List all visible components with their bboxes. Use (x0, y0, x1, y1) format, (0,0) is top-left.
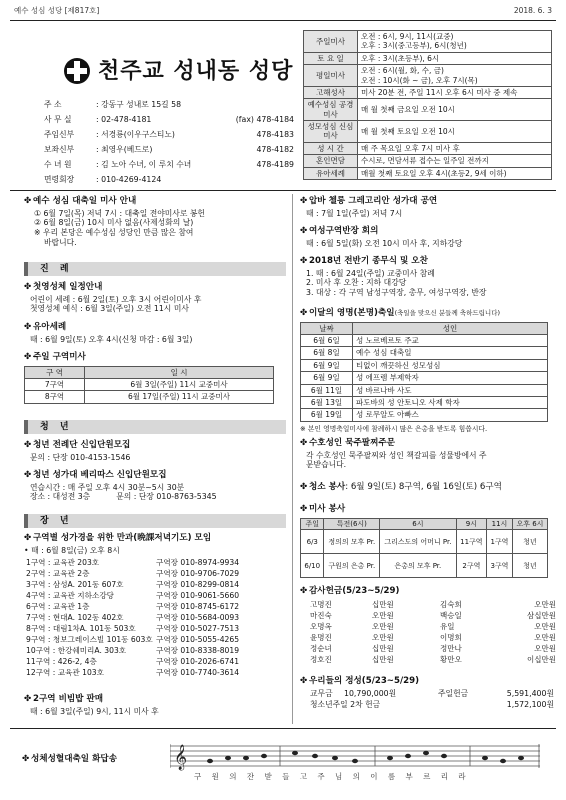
cross-logo-icon (64, 58, 90, 84)
table-row: 8구역 6월 17일(주일) 11시 교중미사 (25, 391, 274, 403)
list-item: 정호진 십만원 황만오 이십만원 (310, 655, 556, 664)
list-item: 11구역 : 426-2, 4층 구역장 010-2026-6741 (26, 657, 240, 666)
parish-title: 천주교 성내동 성당 (98, 58, 294, 84)
flower-bullet-icon: ✤ (300, 676, 308, 686)
section-bar-youth: 청 년 (24, 420, 286, 434)
list-item: 윤명진 오만원 이명희 오만원 (310, 633, 556, 642)
list-item: 1구역 : 교육관 203호 구역장 010-8974-9934 (26, 558, 240, 567)
flower-bullet-icon: ✤ (22, 754, 30, 764)
table-row: 혼인면담 수시로, 면담서류 접수는 일주일 전까지 (304, 155, 552, 167)
choir-locations-list (26, 558, 286, 688)
table-row: 예수성심 공경미사 매 월 첫째 금요일 오전 10시 (304, 99, 552, 121)
issue-date: 2018. 6. 3 (513, 6, 552, 15)
info-convent: 수 녀 원 : 김 노아 수녀, 이 루치 수녀 478-4189 (44, 160, 294, 169)
info-address: 주 소 : 강동구 성내로 15길 58 (44, 100, 182, 109)
list-item: 12구역 : 교육관 103호 구역장 010-7740-3614 (26, 668, 240, 677)
thanks-list (310, 600, 556, 668)
psalm-lyrics: 구 원 의 잔 받 들 고 주 님 의 이 름 부 르 리 라 (194, 772, 470, 781)
closing-ceremony-block: ✤ 2018년 전반기 종무식 및 오찬 1. 때 : 6월 24일(주일) 교중미사 참례 2. 미사 후 오찬 : 지하 대강당 3. 대상 : 각 구역 남성구역장, 총무, 여성구역장, 반장 (300, 256, 487, 298)
flower-bullet-icon: ✤ (24, 322, 32, 332)
bibimbap-sale-block: ✤ 2구역 비빔밥 판매 때 : 6월 3일(주일) 9시, 11시 미사 후 (24, 694, 159, 716)
district-mass-block: ✤ 주일 구역미사 구 역 일 시 7구역 6월 3일(주일) 11시 교중미사 8구역 6월 17일(주일) 11시 교중미사 (24, 352, 286, 404)
list-item: 고명진 십만원 김숙희 오만원 (310, 600, 556, 609)
table-row: 성모성심 신심미사 매 월 첫째 토요일 오전 10시 (304, 121, 552, 143)
flower-bullet-icon: ✤ (300, 586, 308, 596)
flower-bullet-icon: ✤ (300, 256, 308, 266)
flower-bullet-icon: ✤ (300, 438, 308, 448)
treble-clef-icon: 𝄞 (174, 745, 188, 770)
concert-block: ✤ 압바 첼롱 그레고리안 성가대 공연 때 : 7월 1일(주일) 저녁 7시 (300, 196, 438, 218)
table-row: 주일미사 오전 : 6시, 9시, 11시(교중) 오후 : 3시(중고등부), 6시(청년) (304, 31, 552, 53)
section-bar-liturgy: 진 례 (24, 262, 286, 276)
list-item: 6구역 : 교육관 1층 구역장 010-8745-6172 (26, 602, 240, 611)
flower-bullet-icon: ✤ (300, 226, 308, 236)
table-row: 토 요 일 오후 : 3시(초등부), 6시 (304, 52, 552, 64)
info-pastor: 주임신부 : 서경룡(이우구스티노) 478-4183 (44, 130, 294, 139)
list-item: 7구역 : 현대A. 102동 402호 구역장 010-5684-0093 (26, 613, 240, 622)
table-row: 유아세례 매월 첫째 토요일 오후 4시(초등2, 9세 이하) (304, 167, 552, 179)
rosary-order-block: ✤ 수호성인 묵주팔찌주문 각 수호성인 묵주팔찌와 성인 책갈피를 성물방에서 주 문받습니다. (300, 438, 487, 470)
infant-baptism-block: ✤ 유아세례 때 : 6월 9일(토) 오후 4시(신청 마감 : 6월 3일) (24, 322, 193, 344)
table-row: 6월 6일 성 노르베르토 주교 (301, 335, 548, 347)
list-item: 4구역 : 교육관 지하소강당 구역장 010-9061-5660 (26, 591, 240, 600)
flower-bullet-icon: ✤ (24, 196, 32, 206)
table-row: 평일미사 오전 : 6시(월, 화, 수, 금) 오전 : 10시(화 ~ 금), 오후 7시(목) (304, 65, 552, 87)
list-item: 오명옥 오만원 유일 오만원 (310, 622, 556, 631)
info-president: 면령회장 : 010-4269-4124 (44, 175, 162, 184)
thanks-offering-block: ✤ 감사헌금(5/23~5/29) (300, 586, 400, 596)
youth-choir-block: ✤ 청년 성가대 베리따스 신입단원모집 연습시간 : 매 주일 오후 4시 30분~5시 30분 장소 : 대성전 3층 문의 : 단장 010-8763-5345 (24, 470, 217, 502)
feast-days-block: ✤ 이달의 영명(본명)축일(축일을 맞으신 분들께 축하드립니다) 날짜 성인 6월 6일 성 노르베르토 주교 6월 8일 예수 성심 대축일 6월 9일 티없이 깨끗하신 성모성심 6월 9일 성 에프렘 부제학자 6월 11일 성 바르나바 사도 6월 13일 파도바의 성 안토니오 사제 학자 6월 19일 성 로무알도 아빠스 ※ 본인 영명축일미사에 참례하시 많은 은총을 받도록 힘씁시다. (300, 308, 554, 433)
notice-block: ✤ 예수 성심 대축일 미사 안내 ① 6월 7일(목) 저녁 7시 : 대축일 전야미사로 봉헌 ② 6월 8일(금) 10시 미사 없음(사제성화의 날) ※ 우리 본당은 예수성심 성당인 만큼 많은 참여 바랍니다. (24, 196, 205, 247)
mass-service-table: 주일 특전(6시) 6시 9시 11시 오후 6시 6/3 정의의 모후 Pr. 그리스도의 어머니 Pr. 11구역 1구역 청년 6/10 구원의 은총 Pr. 은총의 모후 Pr. 2구역 3구역 청년 (300, 518, 548, 579)
list-item: 2구역 : 교육관 2층 구역장 010-9706-7029 (26, 569, 240, 578)
info-office: 사 무 실 : 02-478-4181 (fax) 478-4184 (44, 115, 294, 124)
column-divider (292, 194, 293, 724)
mass-service-block: ✤ 미사 봉사 주일 특전(6시) 6시 9시 11시 오후 6시 6/3 정의의 모후 Pr. 그리스도의 어머니 Pr. 11구역 1구역 청년 6/10 구원의 은총 Pr. 은총의 모후 Pr. 2구역 3구역 청년 (300, 504, 554, 578)
women-meeting-block: ✤ 여성구역반장 회의 때 : 6월 5일(화) 오전 10시 미사 후, 지하강당 (300, 226, 463, 248)
flower-bullet-icon: ✤ (24, 694, 32, 704)
table-row: 6월 9일 성 에프렘 부제학자 (301, 372, 548, 384)
youth-liturgy-block: ✤ 청년 전례단 신입단원모집 문의 : 단장 010-4153-1546 (24, 440, 131, 462)
list-item: 8구역 : 대림1차A. 101동 503호 구역장 010-5027-7513 (26, 624, 240, 633)
section-bar-adult: 장 년 (24, 514, 286, 528)
table-row: 6월 8일 예수 성심 대축일 (301, 347, 548, 359)
flower-bullet-icon: ✤ (24, 533, 32, 543)
list-item: 3구역 : 삼성A. 201동 607호 구역장 010-8299-0814 (26, 580, 240, 589)
table-row: 6월 11일 성 바르나바 사도 (301, 384, 548, 396)
flower-bullet-icon: ✤ (24, 352, 32, 362)
flower-bullet-icon: ✤ (300, 482, 308, 492)
table-row: 6/10 구원의 은총 Pr. 은총의 모후 Pr. 2구역 3구역 청년 (301, 554, 548, 578)
feast-days-table: 날짜 성인 6월 6일 성 노르베르토 주교 6월 8일 예수 성심 대축일 6월 9일 티없이 깨끗하신 성모성심 6월 9일 성 에프렘 부제학자 6월 11일 성 바르나바 사도 6월 13일 파도바의 성 안토니오 사제 학자 6월 19일 성 로무알도 아빠스 (300, 322, 548, 422)
district-mass-table: 구 역 일 시 7구역 6월 3일(주일) 11시 교중미사 8구역 6월 17일(주일) 11시 교중미사 (24, 366, 274, 404)
list-item: 마진숙 오만원 백승일 삼십만원 (310, 611, 556, 620)
offering-block: ✤ 우리들의 정성(5/23~5/29) 교무금 10,790,000원 주일헌금 5,591,400원 청소년주일 2차 헌금 1,572,100원 (300, 676, 554, 709)
list-item: 9구역 : 청보그레이스빌 101동 603호 구역장 010-5055-4265 (26, 635, 240, 644)
flower-bullet-icon: ✤ (24, 470, 32, 480)
psalm-label: ✤ 성체성혈대축일 화답송 (22, 754, 118, 764)
flower-bullet-icon: ✤ (300, 196, 308, 206)
table-row: 6월 13일 파도바의 성 안토니오 사제 학자 (301, 396, 548, 408)
table-row: 고해성사 미사 20분 전, 주일 11시 오후 6시 미사 중 제속 (304, 86, 552, 98)
choir-gathering-block: ✤ 구역별 성가경을 위한 만과(晩課저녁기도) 모임 • 때 : 6월 8일(금) 오후 8시 (24, 533, 212, 555)
first-communion-block: ✤ 첫영성체 일정안내 어린이 세례 : 6월 2일(토) 오후 3시 어린이미사 후 첫영성체 예식 : 6월 3일(주일) 오전 11시 미사 (24, 282, 202, 314)
table-row: 7구역 6월 3일(주일) 11시 교중미사 (25, 379, 274, 391)
header-rule (10, 190, 556, 191)
info-assistant: 보좌신부 : 최영우(베드로) 478-4182 (44, 145, 294, 154)
masthead-rule (10, 20, 556, 21)
flower-bullet-icon: ✤ (24, 282, 32, 292)
masthead-bar (0, 0, 566, 18)
issue-label: 예수 성심 성당 [제817호] (14, 6, 100, 15)
mass-schedule-table (303, 30, 552, 180)
cleaning-block: ✤ 청소 봉사: 6월 9일(토) 8구역, 6월 16일(토) 6구역 (300, 482, 502, 492)
footer-rule (10, 728, 556, 729)
list-item: 10구역 : 한강쉐미리A. 303호 구역장 010-8338-8019 (26, 646, 240, 655)
table-row: 성 시 간 매 주 목요일 오후 7시 미사 후 (304, 142, 552, 154)
table-row: 6월 19일 성 로무알도 아빠스 (301, 409, 548, 421)
flower-bullet-icon: ✤ (300, 504, 308, 514)
table-row: 6/3 정의의 모후 Pr. 그리스도의 어머니 Pr. 11구역 1구역 청년 (301, 530, 548, 554)
flower-bullet-icon: ✤ (300, 308, 308, 318)
music-staff (170, 738, 540, 788)
table-row: 6월 9일 티없이 깨끗하신 성모성심 (301, 359, 548, 371)
list-item: 정순녀 십만원 정만나 오만원 (310, 644, 556, 653)
flower-bullet-icon: ✤ (24, 440, 32, 450)
